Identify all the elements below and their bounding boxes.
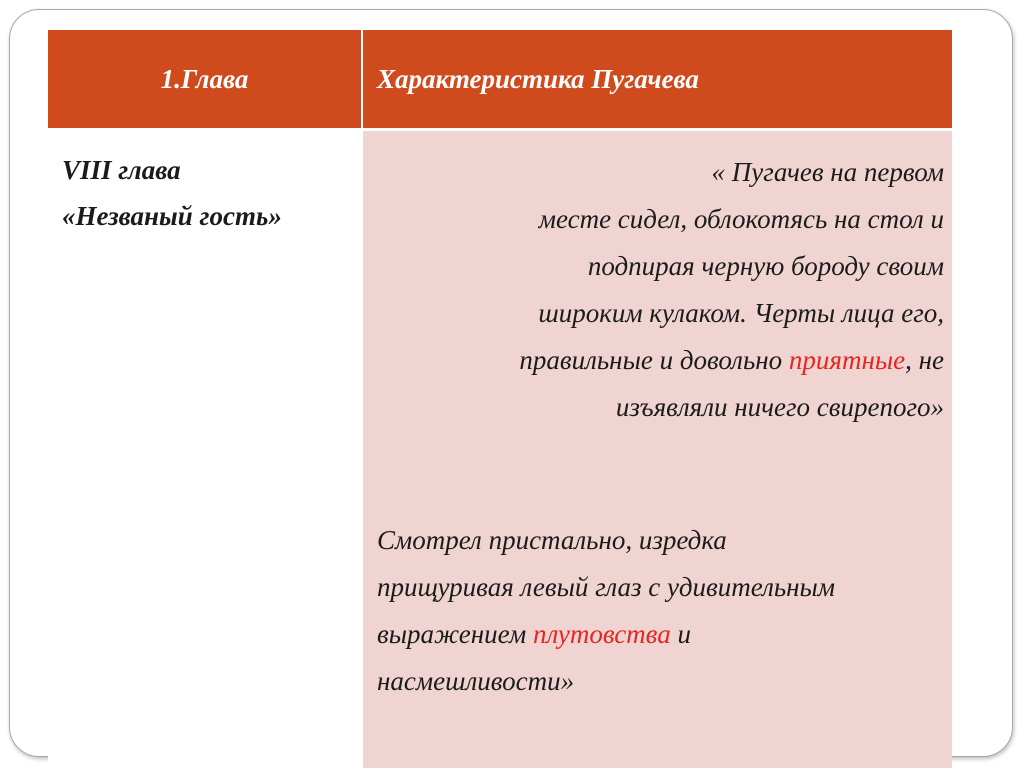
header-chapter: 1.Глава (48, 30, 363, 128)
quote-text: выражением (377, 619, 533, 649)
quote-line: широким кулаком. Черты лица его, (538, 298, 944, 328)
quote-gaze (377, 517, 944, 705)
quote-line: Смотрел пристально, изредка (377, 525, 727, 555)
quote-line: « Пугачев на первом (711, 157, 944, 187)
quote-line: насмешливости» (377, 666, 575, 696)
chapter-table (48, 30, 952, 768)
quote-line (377, 337, 944, 384)
chapter-title: «Незваный гость» (62, 201, 282, 231)
quote-text: , не (905, 345, 944, 375)
quote-line: прищуривая левый глаз с удивительным (377, 572, 836, 602)
quote-text: и (670, 619, 691, 649)
quote-line: подпирая черную бороду своим (587, 251, 944, 281)
highlight-word: плутовства (532, 619, 671, 649)
highlight-word: приятные (788, 345, 906, 375)
chapter-cell (48, 128, 363, 768)
quote-line: изъявляли ничего свирепого» (615, 392, 944, 422)
quote-appearance (377, 149, 944, 431)
chapter-number: VIII глава (62, 155, 181, 185)
quote-line (377, 611, 944, 658)
characteristic-cell (363, 128, 952, 768)
quote-text: правильные и довольно (519, 345, 789, 375)
quote-line: месте сидел, облокотясь на стол и (538, 204, 944, 234)
header-characteristic: Характеристика Пугачева (363, 30, 952, 128)
